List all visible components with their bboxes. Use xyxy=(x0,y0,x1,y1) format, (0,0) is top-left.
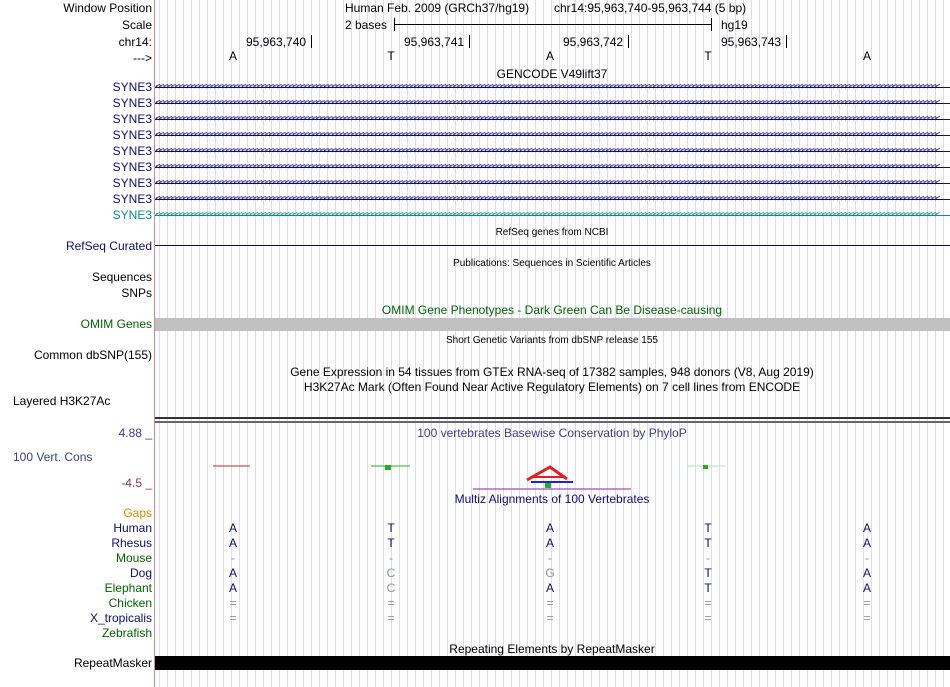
alignment-base: A xyxy=(862,536,872,550)
scale-text: 2 bases xyxy=(345,18,388,32)
alignment-base: = xyxy=(387,611,395,625)
phylop-graph[interactable] xyxy=(155,455,950,495)
h3k27ac-line-bottom xyxy=(155,421,950,423)
multiz-track-title: Multiz Alignments of 100 Vertebrates xyxy=(454,492,650,506)
phylop-mark-3-peak xyxy=(527,467,567,480)
cons-track-label[interactable]: 100 Vert. Cons xyxy=(13,450,93,464)
alignment-base: A xyxy=(545,536,555,550)
scale-label: Scale xyxy=(121,18,152,32)
coordinate-tick xyxy=(469,35,470,48)
strand-arrows: <<<<<<<<<<<<<<<<<<<<<<<<<<<<<<<<<<<<<<<<<<<<<<<<<<<<<<<<<<<<<<<<<<<<<<<<<<<<<<<<<<<<<<<<<<<<<<<<<<<<<<<<<<<<<<<<<<<<<<<<<<<<<<<<<<<<<<<<<<<<<<<<<<<<<<<<<<<<<<<<<<<<<<<<<<<<<<<<<<<<<<<<<<<<<<<<<<<<<<<< xyxy=(155,179,939,188)
strand-arrows: <<<<<<<<<<<<<<<<<<<<<<<<<<<<<<<<<<<<<<<<<<<<<<<<<<<<<<<<<<<<<<<<<<<<<<<<<<<<<<<<<<<<<<<<<<<<<<<<<<<<<<<<<<<<<<<<<<<<<<<<<<<<<<<<<<<<<<<<<<<<<<<<<<<<<<<<<<<<<<<<<<<<<<<<<<<<<<<<<<<<<<<<<<<<<<<<<<<<<<<< xyxy=(155,163,939,172)
alignment-base: = xyxy=(546,611,554,625)
alignment-base: C xyxy=(386,566,396,580)
gtex-track-title: Gene Expression in 54 tissues from GTEx RNA-seq of 17382 samples, 948 donors (V8, Aug 2019) xyxy=(290,365,814,379)
refseq-track-label[interactable]: RefSeq Curated xyxy=(65,239,152,253)
repeatmasker-track-title: Repeating Elements by RepeatMasker xyxy=(449,642,655,656)
strand-label: ---> xyxy=(133,51,152,65)
omim-track-label[interactable]: OMIM Genes xyxy=(80,317,152,331)
coordinate-tick xyxy=(628,35,629,48)
strand-arrows: <<<<<<<<<<<<<<<<<<<<<<<<<<<<<<<<<<<<<<<<<<<<<<<<<<<<<<<<<<<<<<<<<<<<<<<<<<<<<<<<<<<<<<<<<<<<<<<<<<<<<<<<<<<<<<<<<<<<<<<<<<<<<<<<<<<<<<<<<<<<<<<<<<<<<<<<<<<<<<<<<<<<<<<<<<<<<<<<<<<<<<<<<<<<<<<<<<<<<<<< xyxy=(155,83,939,92)
refseq-transcript[interactable] xyxy=(155,245,950,246)
phylop-track-title: 100 vertebrates Basewise Conservation by PhyloP xyxy=(417,426,687,440)
alignment-base: - xyxy=(865,551,869,565)
ruler-base: A xyxy=(228,49,238,63)
ruler-base: A xyxy=(545,49,555,63)
ruler-base: T xyxy=(704,49,712,63)
snp-track-title: Short Genetic Variants from dbSNP release 155 xyxy=(446,335,658,346)
alignment-base: A xyxy=(862,566,872,580)
gencode-gene-label[interactable]: SYNE3 xyxy=(112,208,152,222)
scale-bar-right-tick xyxy=(711,18,712,31)
gencode-track-title: GENCODE V49lift37 xyxy=(496,67,608,81)
alignment-base: = xyxy=(704,596,712,610)
window-position-label: Window Position xyxy=(63,1,152,15)
strand-arrows: <<<<<<<<<<<<<<<<<<<<<<<<<<<<<<<<<<<<<<<<<<<<<<<<<<<<<<<<<<<<<<<<<<<<<<<<<<<<<<<<<<<<<<<<<<<<<<<<<<<<<<<<<<<<<<<<<<<<<<<<<<<<<<<<<<<<<<<<<<<<<<<<<<<<<<<<<<<<<<<<<<<<<<<<<<<<<<<<<<<<<<<<<<<<<<<<<<<<<<<< xyxy=(155,99,939,108)
alignment-base: = xyxy=(387,596,395,610)
omim-track-title: OMIM Gene Phenotypes - Dark Green Can Be Disease-causing xyxy=(381,303,723,317)
cons-min-label: -4.5 _ xyxy=(121,476,152,490)
refseq-track-title: RefSeq genes from NCBI xyxy=(495,227,609,238)
tracks-panel[interactable] xyxy=(155,0,950,687)
alignment-base: A xyxy=(862,521,872,535)
sequences-track-label[interactable]: Sequences xyxy=(91,270,152,284)
scale-bar xyxy=(394,24,711,25)
scale-bar-left-tick xyxy=(394,18,395,31)
species-label: Mouse xyxy=(115,551,152,565)
position-text: chr14:95,963,740-95,963,744 (5 bp) xyxy=(554,1,747,15)
strand-arrows: <<<<<<<<<<<<<<<<<<<<<<<<<<<<<<<<<<<<<<<<<<<<<<<<<<<<<<<<<<<<<<<<<<<<<<<<<<<<<<<<<<<<<<<<<<<<<<<<<<<<<<<<<<<<<<<<<<<<<<<<<<<<<<<<<<<<<<<<<<<<<<<<<<<<<<<<<<<<<<<<<<<<<<<<<<<<<<<<<<<<<<<<<<<<<<<<<<<<<<<< xyxy=(155,147,939,156)
repeatmasker-track-label[interactable]: RepeatMasker xyxy=(73,656,152,670)
alignment-base: = xyxy=(863,596,871,610)
ruler-base: T xyxy=(387,49,395,63)
phylop-mark-4-dot xyxy=(703,465,708,469)
alignment-base: T xyxy=(387,521,395,535)
gencode-gene-label[interactable]: SYNE3 xyxy=(112,128,152,142)
snps-track-label[interactable]: SNPs xyxy=(121,286,152,300)
alignment-base: - xyxy=(548,551,552,565)
species-label: X_tropicalis xyxy=(89,611,152,625)
h3k27ac-line-top xyxy=(155,417,950,419)
repeatmasker-element[interactable] xyxy=(155,656,950,670)
chrom-label: chr14: xyxy=(118,35,152,49)
track-labels-panel xyxy=(0,0,154,687)
alignment-base: = xyxy=(863,611,871,625)
strand-arrows: <<<<<<<<<<<<<<<<<<<<<<<<<<<<<<<<<<<<<<<<<<<<<<<<<<<<<<<<<<<<<<<<<<<<<<<<<<<<<<<<<<<<<<<<<<<<<<<<<<<<<<<<<<<<<<<<<<<<<<<<<<<<<<<<<<<<<<<<<<<<<<<<<<<<<<<<<<<<<<<<<<<<<<<<<<<<<<<<<<<<<<<<<<<<<<<<<<<<<<<< xyxy=(155,211,939,220)
species-label: Rhesus xyxy=(111,536,152,550)
ruler-base: A xyxy=(862,49,872,63)
alignment-base: = xyxy=(704,611,712,625)
coordinate-label: 95,963,742 xyxy=(563,35,624,49)
strand-arrows: <<<<<<<<<<<<<<<<<<<<<<<<<<<<<<<<<<<<<<<<<<<<<<<<<<<<<<<<<<<<<<<<<<<<<<<<<<<<<<<<<<<<<<<<<<<<<<<<<<<<<<<<<<<<<<<<<<<<<<<<<<<<<<<<<<<<<<<<<<<<<<<<<<<<<<<<<<<<<<<<<<<<<<<<<<<<<<<<<<<<<<<<<<<<<<<<<<<<<<<< xyxy=(155,115,939,124)
coordinate-tick xyxy=(311,35,312,48)
db-text: hg19 xyxy=(721,18,748,32)
gencode-gene-label[interactable]: SYNE3 xyxy=(112,112,152,126)
alignment-base: A xyxy=(862,581,872,595)
alignment-base: T xyxy=(704,581,712,595)
alignment-base: - xyxy=(706,551,710,565)
alignment-base: A xyxy=(545,581,555,595)
alignment-base: G xyxy=(545,566,555,580)
gencode-gene-label[interactable]: SYNE3 xyxy=(112,80,152,94)
omim-gene-bar[interactable] xyxy=(155,318,950,331)
alignment-base: - xyxy=(389,551,393,565)
h3k27ac-track-label[interactable]: Layered H3K27Ac xyxy=(13,394,111,408)
gencode-gene-label[interactable]: SYNE3 xyxy=(112,160,152,174)
coordinate-label: 95,963,743 xyxy=(721,35,782,49)
assembly-text: Human Feb. 2009 (GRCh37/hg19) xyxy=(345,1,530,15)
species-label: Elephant xyxy=(104,581,152,595)
phylop-mark-3-dot xyxy=(545,483,551,488)
cons-max-label: 4.88 _ xyxy=(118,426,152,440)
alignment-base: C xyxy=(386,581,396,595)
alignment-base: A xyxy=(228,566,238,580)
coordinate-tick xyxy=(786,35,787,48)
species-label: Zebrafish xyxy=(101,626,152,640)
coordinate-label: 95,963,741 xyxy=(404,35,465,49)
gencode-gene-label[interactable]: SYNE3 xyxy=(112,176,152,190)
alignment-base: A xyxy=(228,521,238,535)
common-dbsnp-track-label[interactable]: Common dbSNP(155) xyxy=(33,348,152,362)
strand-arrows: <<<<<<<<<<<<<<<<<<<<<<<<<<<<<<<<<<<<<<<<<<<<<<<<<<<<<<<<<<<<<<<<<<<<<<<<<<<<<<<<<<<<<<<<<<<<<<<<<<<<<<<<<<<<<<<<<<<<<<<<<<<<<<<<<<<<<<<<<<<<<<<<<<<<<<<<<<<<<<<<<<<<<<<<<<<<<<<<<<<<<<<<<<<<<<<<<<<<<<<< xyxy=(155,195,939,204)
alignment-base: = xyxy=(229,596,237,610)
gencode-gene-label[interactable]: SYNE3 xyxy=(112,192,152,206)
alignment-base: = xyxy=(229,611,237,625)
alignment-base: A xyxy=(545,521,555,535)
coordinate-label: 95,963,740 xyxy=(246,35,307,49)
gencode-gene-label[interactable]: SYNE3 xyxy=(112,96,152,110)
alignment-base: T xyxy=(704,536,712,550)
publications-track-title: Publications: Sequences in Scientific Articles xyxy=(453,258,651,269)
alignment-base: - xyxy=(231,551,235,565)
alignment-base: A xyxy=(228,536,238,550)
phylop-mark-2-dot xyxy=(385,465,391,470)
h3k27ac-track-title: H3K27Ac Mark (Often Found Near Active Regulatory Elements) on 7 cell lines from ENCODE xyxy=(303,380,801,394)
alignment-base: T xyxy=(704,566,712,580)
alignment-base: A xyxy=(228,581,238,595)
alignment-base: = xyxy=(546,596,554,610)
gaps-label: Gaps xyxy=(123,506,152,520)
species-label: Dog xyxy=(129,566,152,580)
species-label: Human xyxy=(113,521,152,535)
strand-arrows: <<<<<<<<<<<<<<<<<<<<<<<<<<<<<<<<<<<<<<<<<<<<<<<<<<<<<<<<<<<<<<<<<<<<<<<<<<<<<<<<<<<<<<<<<<<<<<<<<<<<<<<<<<<<<<<<<<<<<<<<<<<<<<<<<<<<<<<<<<<<<<<<<<<<<<<<<<<<<<<<<<<<<<<<<<<<<<<<<<<<<<<<<<<<<<<<<<<<<<<< xyxy=(155,131,939,140)
alignment-base: T xyxy=(387,536,395,550)
alignment-base: T xyxy=(704,521,712,535)
gencode-gene-label[interactable]: SYNE3 xyxy=(112,144,152,158)
species-label: Chicken xyxy=(108,596,152,610)
